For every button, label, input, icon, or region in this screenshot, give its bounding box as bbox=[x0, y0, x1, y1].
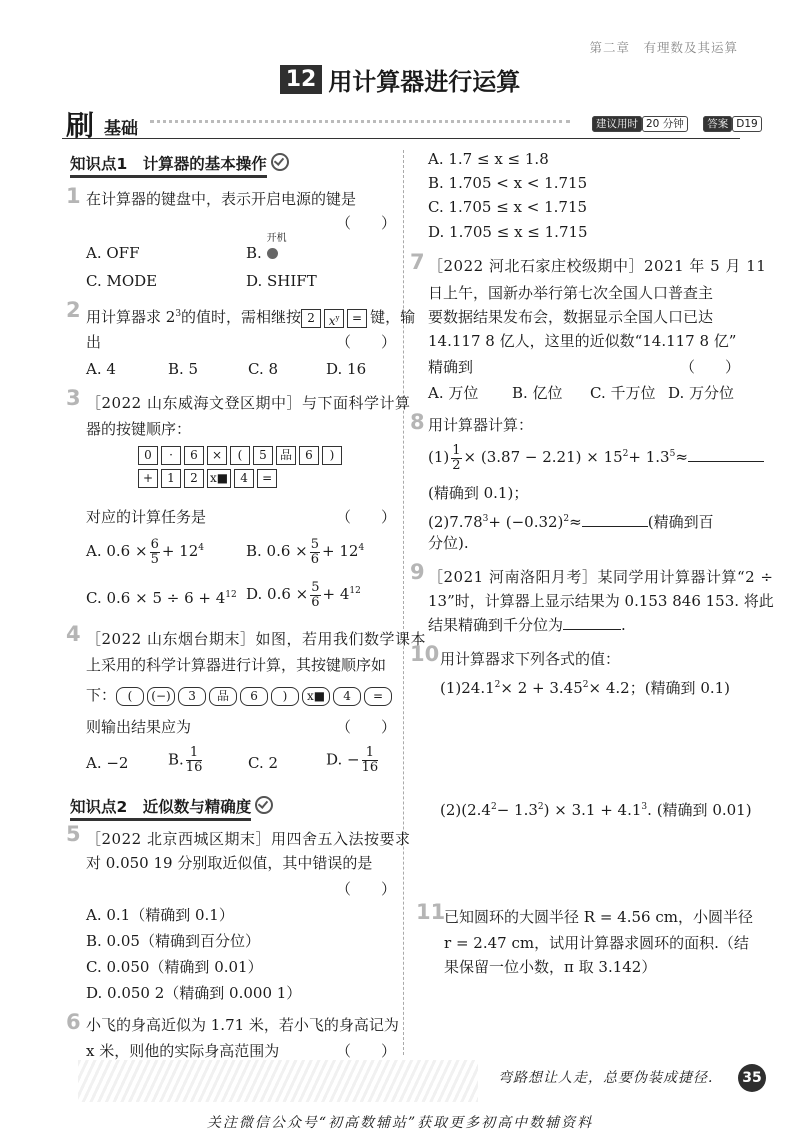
q3-d-pre: D. 0.6 × bbox=[246, 585, 309, 603]
q6-option-b: B. 1.705 < x < 1.715 bbox=[428, 174, 588, 192]
q3-paren: （ ） bbox=[336, 508, 397, 526]
key: 品 bbox=[209, 687, 237, 706]
q7-line4: 14.117 8 亿人，这里的近似数“14.117 8 亿” bbox=[428, 332, 737, 350]
q7-number: 7 bbox=[410, 250, 425, 274]
key: ( bbox=[116, 687, 144, 706]
check-icon bbox=[255, 796, 273, 814]
q2-stem bbox=[86, 303, 415, 328]
q1-option-a: A. OFF bbox=[86, 244, 140, 262]
denominator: 16 bbox=[361, 760, 379, 775]
q8-p2-mid: + (−0.32) bbox=[488, 513, 564, 531]
exponent: 12 bbox=[225, 590, 237, 600]
key: 6 bbox=[184, 446, 204, 465]
answer-blank[interactable] bbox=[688, 461, 764, 462]
q6-line2: x 米，则他的实际身高范围为 bbox=[86, 1042, 280, 1060]
q11-number: 11 bbox=[416, 900, 446, 924]
q1-option-b bbox=[246, 233, 287, 264]
q5-option-b: B. 0.05（精确到百分位） bbox=[86, 932, 260, 950]
q3-line1: ［2022 山东威海文登区期中］与下面科学计算 bbox=[86, 394, 411, 412]
q10-part1 bbox=[440, 674, 730, 699]
lesson-title bbox=[0, 62, 800, 97]
q3-task: 对应的计算任务是 bbox=[86, 508, 207, 526]
q3-option-b bbox=[246, 537, 364, 567]
q2-paren: （ ） bbox=[336, 333, 397, 351]
q3-keys-row1 bbox=[138, 445, 345, 465]
exponent: 5 bbox=[669, 449, 676, 459]
exponent: 2 bbox=[494, 680, 501, 690]
fraction bbox=[150, 538, 160, 567]
q3-a-pre: A. 0.6 × bbox=[86, 542, 148, 560]
answer-value: D19 bbox=[732, 116, 761, 132]
power-key-caption: 开机 bbox=[266, 233, 287, 244]
q3-line2: 器的按键顺序： bbox=[86, 420, 192, 438]
key: + bbox=[138, 469, 158, 488]
q2-line2: 出 bbox=[86, 333, 102, 351]
answer-blank[interactable] bbox=[582, 526, 648, 527]
q7-line5: 精确到 bbox=[428, 358, 474, 376]
numerator: 5 bbox=[310, 536, 320, 552]
q8-p2-pre: (2)7.78 bbox=[428, 513, 483, 531]
key: = bbox=[257, 469, 277, 488]
q8-p2-eq: ≈ bbox=[569, 513, 582, 531]
exponent: 3 bbox=[641, 802, 648, 812]
q6-paren: （ ） bbox=[336, 1042, 397, 1060]
q11-line1: 已知圆环的大圆半径 R = 4.56 cm，小圆半径 bbox=[444, 908, 753, 926]
key: 6 bbox=[299, 446, 319, 465]
fraction bbox=[186, 746, 203, 775]
key: × bbox=[207, 446, 227, 465]
q4-option-b bbox=[168, 746, 204, 775]
q4-b-pre: B. bbox=[168, 750, 184, 769]
exponent: 2 bbox=[622, 449, 629, 459]
q11-line3: 果保留一位小数，π 取 3.142） bbox=[444, 958, 657, 976]
q8-p1-mid: × (3.87 − 2.21) × 15 bbox=[463, 448, 623, 466]
key: (−) bbox=[147, 687, 175, 706]
q2-option-a: A. 4 bbox=[86, 360, 116, 378]
q4-number: 4 bbox=[66, 622, 81, 646]
q5-paren: （ ） bbox=[336, 880, 397, 898]
key: 6 bbox=[240, 687, 268, 706]
q4-line3 bbox=[86, 684, 395, 706]
kp1-label: 知识点1 计算器的基本操作 bbox=[70, 155, 267, 178]
q1-option-d: D. SHIFT bbox=[246, 272, 317, 290]
numerator: 1 bbox=[362, 746, 379, 761]
q7-option-b: B. 亿位 bbox=[512, 384, 563, 402]
q8-number: 8 bbox=[410, 410, 425, 434]
q9-line2: 13”时，计算器上显示结果为 0.153 846 153. 将此 bbox=[428, 592, 774, 610]
q3-option-c bbox=[86, 584, 237, 609]
q4-line4: 则输出结果应为 bbox=[86, 718, 192, 736]
key: ( bbox=[230, 446, 250, 465]
footer-notice: 关注微信公众号“初高数辅站”获取更多初高中数辅资料 bbox=[206, 1115, 594, 1131]
q4-line3-text: 下： bbox=[86, 686, 117, 704]
q10-p1-c: × 4.2；(精确到 0.1) bbox=[588, 679, 731, 697]
key-2: 2 bbox=[301, 309, 321, 328]
q10-number: 10 bbox=[410, 642, 440, 666]
q10-p2-c: ) × 3.1 + 4.1 bbox=[543, 801, 642, 819]
q4-option-d bbox=[326, 746, 380, 775]
q2-option-d: D. 16 bbox=[326, 360, 367, 378]
exponent: 2 bbox=[563, 514, 570, 524]
kp2-label: 知识点2 近似数与精确度 bbox=[70, 798, 251, 821]
exponent: 3 bbox=[482, 514, 489, 524]
exponent: 4 bbox=[358, 543, 365, 553]
q9-line3-text: 结果精确到千分位为 bbox=[428, 616, 564, 634]
q1-paren: （ ） bbox=[336, 214, 397, 232]
page-number: 35 bbox=[738, 1064, 766, 1092]
time-value: 20 分钟 bbox=[642, 116, 688, 132]
lesson-number: 12 bbox=[280, 65, 323, 94]
q6-option-a: A. 1.7 ≤ x ≤ 1.8 bbox=[428, 150, 549, 168]
denominator: 16 bbox=[185, 760, 203, 775]
footer-motto: 弯路想让人走，总要伪装成捷径. bbox=[498, 1070, 714, 1086]
answer-blank[interactable] bbox=[563, 629, 621, 630]
q1-option-c: C. MODE bbox=[86, 272, 158, 290]
q3-b-post: + 12 bbox=[322, 542, 359, 560]
q9-line1: ［2021 河南洛阳月考］某同学用计算器计算“2 ÷ bbox=[428, 568, 774, 586]
key-power bbox=[324, 309, 344, 328]
q2-stem-sup: 3 bbox=[175, 309, 182, 319]
q10-p2-a: (2)(2.4 bbox=[440, 801, 491, 819]
key: 1 bbox=[161, 469, 181, 488]
numerator: 6 bbox=[150, 536, 159, 552]
q5-option-c: C. 0.050（精确到 0.01） bbox=[86, 958, 263, 976]
key: 4 bbox=[234, 469, 254, 488]
numerator: 5 bbox=[311, 579, 320, 595]
denominator: 2 bbox=[452, 457, 461, 473]
q2-option-c: C. 8 bbox=[248, 360, 279, 378]
key: ) bbox=[322, 446, 342, 465]
q7-option-d: D. 万分位 bbox=[668, 384, 735, 402]
q7-paren: （ ） bbox=[680, 358, 741, 376]
check-icon bbox=[271, 153, 289, 171]
key: = bbox=[364, 687, 392, 706]
q4-d-pre: D. − bbox=[326, 750, 360, 769]
q3-c-text: C. 0.6 × 5 ÷ 6 + 4 bbox=[86, 589, 226, 607]
fraction bbox=[310, 581, 320, 610]
q5-option-a: A. 0.1（精确到 0.1） bbox=[86, 906, 234, 924]
q3-b-pre: B. 0.6 × bbox=[246, 542, 308, 560]
q2-stem-b: 的值时，需相继按 bbox=[181, 308, 302, 326]
q4-option-c: C. 2 bbox=[248, 754, 279, 772]
key: 品 bbox=[276, 446, 296, 465]
numerator: 1 bbox=[186, 746, 203, 761]
knowledge-point-1 bbox=[70, 152, 289, 174]
key: 2 bbox=[184, 469, 204, 488]
q10-part2 bbox=[440, 796, 752, 821]
key-power-y: y bbox=[335, 313, 340, 322]
q8-p1-pre: (1) bbox=[428, 448, 450, 466]
q3-keys-row2 bbox=[138, 468, 280, 488]
exponent: 2 bbox=[537, 802, 544, 812]
q6-number: 6 bbox=[66, 1010, 81, 1034]
key: 3 bbox=[178, 687, 206, 706]
q10-p1-b: × 2 + 3.45 bbox=[500, 679, 583, 697]
key: x■ bbox=[207, 469, 231, 488]
q8-part2 bbox=[428, 508, 714, 533]
denominator: 6 bbox=[311, 594, 320, 610]
q11-line2: r = 2.47 cm，试用计算器求圆环的面积.（结 bbox=[444, 934, 749, 952]
q3-option-a bbox=[86, 537, 204, 567]
exponent: 2 bbox=[490, 802, 497, 812]
time-badge bbox=[592, 113, 762, 131]
exponent: 12 bbox=[349, 586, 361, 596]
q8-part1-line2: (精确到 0.1)； bbox=[428, 484, 529, 502]
q6-option-c: C. 1.705 ≤ x < 1.715 bbox=[428, 198, 588, 216]
q5-line1: ［2022 北京西城区期末］用四舍五入法按要求 bbox=[86, 830, 411, 848]
q10-stem: 用计算器求下列各式的值： bbox=[440, 650, 621, 668]
key-power-x: x bbox=[328, 313, 336, 328]
q8-stem: 用计算器计算： bbox=[428, 416, 534, 434]
band-dotted-rule bbox=[150, 120, 570, 123]
denominator: 5 bbox=[150, 551, 159, 567]
q9-number: 9 bbox=[410, 560, 425, 584]
fraction bbox=[310, 538, 320, 567]
q7-line3: 要数据结果发布会，数据显示全国人口已达 bbox=[428, 308, 714, 326]
q8-part2-line2: 分位). bbox=[428, 534, 469, 552]
q3-d-post: + 4 bbox=[322, 585, 350, 603]
q8-part1 bbox=[428, 443, 764, 473]
q2-number: 2 bbox=[66, 298, 81, 322]
q10-p2-d: . (精确到 0.01) bbox=[647, 801, 752, 819]
key: 4 bbox=[333, 687, 361, 706]
q9-line3-end: . bbox=[621, 616, 626, 634]
knowledge-point-2 bbox=[70, 795, 273, 817]
q7-option-a: A. 万位 bbox=[428, 384, 479, 402]
q5-option-d: D. 0.050 2（精确到 0.000 1） bbox=[86, 984, 302, 1002]
time-label: 建议用时 bbox=[592, 116, 642, 132]
numerator: 1 bbox=[452, 442, 461, 458]
q7-line2: 日上午，国新办举行第七次全国人口普查主 bbox=[428, 284, 714, 302]
q2-option-b: B. 5 bbox=[168, 360, 199, 378]
key: · bbox=[161, 446, 181, 465]
q6-line1: 小飞的身高近似为 1.71 米，若小飞的身高记为 bbox=[86, 1016, 399, 1034]
exponent: 2 bbox=[582, 680, 589, 690]
q5-line2: 对 0.050 19 分别取近似值，其中错误的是 bbox=[86, 854, 373, 872]
q4-paren: （ ） bbox=[336, 718, 397, 736]
q3-number: 3 bbox=[66, 386, 81, 410]
watermark-texture bbox=[78, 1060, 478, 1102]
key: 0 bbox=[138, 446, 158, 465]
band-jichu: 基础 bbox=[104, 119, 138, 139]
q10-p2-b: − 1.3 bbox=[496, 801, 538, 819]
answer-label: 答案 bbox=[703, 116, 732, 132]
q2-stem-a: 用计算器求 2 bbox=[86, 308, 176, 326]
column-divider bbox=[403, 150, 404, 1055]
q1-number: 1 bbox=[66, 184, 81, 208]
q4-option-a: A. −2 bbox=[86, 754, 129, 772]
denominator: 6 bbox=[310, 551, 320, 567]
key: x■ bbox=[302, 687, 330, 706]
q1-b-label: B. bbox=[246, 244, 262, 262]
lesson-title-text: 用计算器进行运算 bbox=[328, 68, 521, 96]
q4-line1: ［2022 山东烟台期末］如图，若用我们数学课本 bbox=[86, 630, 426, 648]
key-equals: = bbox=[347, 309, 367, 328]
band-shua: 刷 bbox=[66, 109, 95, 142]
q5-number: 5 bbox=[66, 822, 81, 846]
q1-stem: 在计算器的键盘中，表示开启电源的键是 bbox=[86, 190, 357, 208]
fraction bbox=[451, 444, 461, 473]
q8-p1-mid2: + 1.3 bbox=[628, 448, 670, 466]
exponent: 4 bbox=[198, 543, 205, 553]
q9-line3 bbox=[428, 614, 626, 636]
q8-p1-end: ≈ bbox=[675, 448, 688, 466]
q3-option-d bbox=[246, 580, 361, 610]
key: ) bbox=[271, 687, 299, 706]
q2-stem-c: 键，输 bbox=[370, 308, 416, 326]
chapter-header: 第二章 有理数及其运算 bbox=[589, 40, 738, 55]
q6-option-d: D. 1.705 ≤ x ≤ 1.715 bbox=[428, 223, 588, 241]
q4-line2: 上采用的科学计算器进行计算，其按键顺序如 bbox=[86, 656, 387, 674]
q7-option-c: C. 千万位 bbox=[590, 384, 656, 402]
key: 5 bbox=[253, 446, 273, 465]
q10-p1-a: (1)24.1 bbox=[440, 679, 495, 697]
fraction bbox=[362, 746, 379, 775]
q7-line1: ［2022 河北石家庄校级期中］2021 年 5 月 11 bbox=[428, 257, 767, 275]
q8-p2-end: (精确到百 bbox=[647, 513, 714, 531]
q3-a-post: + 12 bbox=[161, 542, 199, 560]
